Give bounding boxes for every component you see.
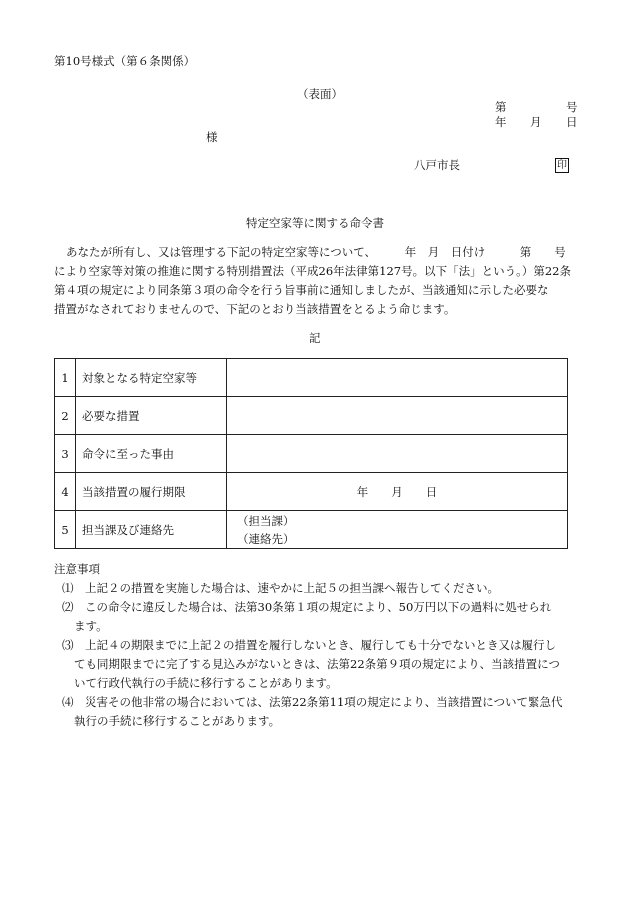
table-row — [55, 473, 568, 511]
table-row — [55, 397, 568, 435]
side-label: （表面） — [297, 87, 343, 101]
row-number: 1 — [55, 359, 76, 397]
contact-dept: （担当課） — [237, 513, 295, 528]
issue-date-year: 年 — [495, 115, 507, 129]
body-line: あなたが所有し、又は管理する下記の特定空家等について、 年 月 日付け 第 号 — [66, 245, 566, 259]
note-line: ⑶ 上記４の期限までに上記２の措置を履行しないとき、履行しても十分でないとき又は履行し — [62, 638, 557, 652]
row-label-target: 対象となる特定空家等 — [76, 359, 227, 397]
row-number: 4 — [55, 473, 76, 511]
issuer-title: 八戸市長 — [414, 158, 460, 172]
row-number: 2 — [55, 397, 76, 435]
row-label-measures: 必要な措置 — [76, 397, 227, 435]
body-line: により空家等対策の推進に関する特別措置法（平成26年法律第127号。以下「法」という。）第22条 — [54, 264, 571, 278]
table-row — [55, 359, 568, 397]
notes-title: 注意事項 — [54, 562, 100, 576]
table-row — [55, 511, 568, 549]
form-number: 第10号様式（第６条関係） — [54, 54, 196, 68]
row-number: 3 — [55, 435, 76, 473]
contact-tel: （連絡先） — [237, 531, 295, 546]
row-value-target — [227, 359, 568, 397]
row-value-deadline: 年 月 日 — [227, 473, 568, 511]
note-line: 執行の手続に移行することがあります。 — [74, 714, 281, 728]
seal-icon: 印 — [557, 160, 567, 171]
note-item — [54, 636, 584, 693]
issue-date-day: 日 — [566, 115, 578, 129]
row-value-measures — [227, 397, 568, 435]
body-paragraph — [54, 243, 578, 319]
row-label-contact: 担当課及び連絡先 — [76, 511, 227, 549]
row-value-contact — [227, 511, 568, 549]
note-item — [54, 693, 584, 731]
note-line: ⑵ この命令に違反した場合は、法第30条第１項の規定により、50万円以下の過料に処せられ — [62, 600, 552, 614]
issue-number-suffix: 号 — [566, 100, 578, 114]
row-value-reason — [227, 435, 568, 473]
note-item — [54, 598, 584, 636]
body-line: 措置がなされておりませんので、下記のとおり当該措置をとるよう命じます。 — [54, 302, 456, 316]
note-line: いて行政代執行の手続に移行することがあります。 — [74, 676, 338, 690]
recipient-honorific: 様 — [206, 130, 218, 144]
row-label-deadline: 当該措置の履行期限 — [76, 473, 227, 511]
table-row — [55, 435, 568, 473]
note-line: ⑷ 災害その他非常の場合においては、法第22条第11項の規定により、当該措置について緊急代 — [62, 695, 563, 709]
issue-number-prefix: 第 — [495, 100, 507, 114]
note-item — [54, 579, 584, 598]
details-table — [54, 358, 568, 549]
note-line: ⑴ 上記２の措置を実施した場合は、速やかに上記５の担当課へ報告してください。 — [62, 581, 499, 595]
seal-mark — [555, 157, 569, 173]
row-number: 5 — [55, 511, 76, 549]
note-line: ます。 — [74, 619, 108, 633]
body-line: 第４項の規定により同条第３項の命令を行う旨事前に通知しましたが、当該通知に示した必要な — [54, 283, 549, 297]
notes-section — [54, 560, 584, 731]
document-title: 特定空家等に関する命令書 — [246, 216, 384, 230]
ki-label: 記 — [309, 331, 321, 345]
note-line: ても同期限までに完了する見込みがないときは、法第22条第９項の規定により、当該措置につ — [74, 657, 560, 671]
row-label-reason: 命令に至った事由 — [76, 435, 227, 473]
issue-date-month: 月 — [530, 115, 542, 129]
